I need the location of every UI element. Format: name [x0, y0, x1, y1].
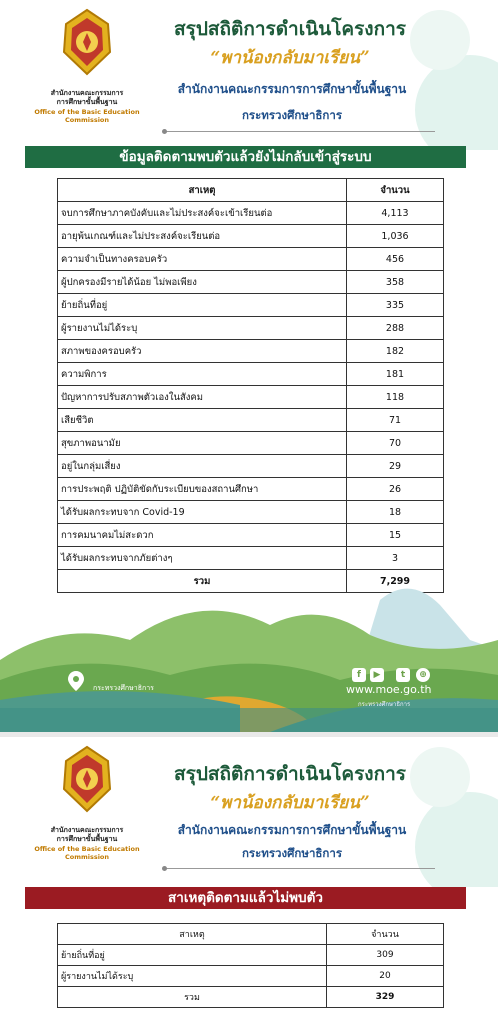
total-value: 329 [327, 987, 444, 1008]
table-row [58, 386, 444, 409]
table-total-row [58, 987, 444, 1008]
project-name: “พาน้องกลับมาเรียน” [210, 48, 370, 68]
project-name: “พาน้องกลับมาเรียน” [210, 793, 370, 813]
table-row [58, 225, 444, 248]
office-name: สำนักงานคณะกรรมการการศึกษาขั้นพื้นฐาน [177, 823, 407, 837]
table-row [58, 202, 444, 225]
table-row [58, 455, 444, 478]
table-row [58, 409, 444, 432]
count-cell: 3 [347, 547, 444, 570]
table-row [58, 432, 444, 455]
globe-icon[interactable]: ⊕ [416, 668, 430, 682]
table-header-row [58, 924, 444, 945]
reason-cell: ผู้ปกครองมีรายได้น้อย ไม่พอเพียง [58, 271, 347, 294]
table-body [58, 202, 444, 570]
reason-cell: อายุพ้นเกณฑ์และไม่ประสงค์จะเรียนต่อ [58, 225, 347, 248]
found-not-returned-table [57, 178, 444, 593]
page-title: สรุปสถิติการดำเนินโครงการ [174, 18, 406, 40]
count-cell: 15 [347, 524, 444, 547]
footer-org-name: กระทรวงศึกษาธิการ [93, 684, 154, 692]
reason-cell: ได้รับผลกระทบจากภัยต่างๆ [58, 547, 347, 570]
reason-cell: ปัญหาการปรับสภาพตัวเองในสังคม [58, 386, 347, 409]
count-cell: 358 [347, 271, 444, 294]
not-found-table [57, 923, 444, 1008]
org-name-thai: สำนักงานคณะกรรมการ การศึกษาขั้นพื้นฐาน [50, 826, 124, 843]
office-name: สำนักงานคณะกรรมการการศึกษาขั้นพื้นฐาน [177, 82, 407, 96]
total-label: รวม [58, 987, 327, 1008]
divider [165, 868, 435, 869]
count-cell: 71 [347, 409, 444, 432]
column-header-reason: สาเหตุ [58, 179, 347, 202]
table-row [58, 317, 444, 340]
reason-cell: ผู้รายงานไม่ได้ระบุ [58, 317, 347, 340]
reason-cell: สุขภาพอนามัย [58, 432, 347, 455]
count-cell: 181 [347, 363, 444, 386]
total-label: รวม [58, 570, 347, 593]
table-row [58, 248, 444, 271]
count-cell: 118 [347, 386, 444, 409]
table-row [58, 294, 444, 317]
reason-cell: ความจำเป็นทางครอบครัว [58, 248, 347, 271]
divider [165, 131, 435, 132]
reason-cell: จบการศึกษาภาคบังคับและไม่ประสงค์จะเข้าเรียนต่อ [58, 202, 347, 225]
count-cell: 309 [327, 945, 444, 966]
reason-cell: ความพิการ [58, 363, 347, 386]
reason-cell: ย้ายถิ่นที่อยู่ [58, 294, 347, 317]
youtube-icon[interactable]: ▶ [370, 668, 384, 682]
count-cell: 20 [327, 966, 444, 987]
table-row [58, 363, 444, 386]
section-banner: ข้อมูลติดตามพบตัวแล้วยังไม่กลับเข้าสู่ระบบ [25, 146, 466, 168]
twitter-icon[interactable]: t [396, 668, 410, 682]
page-title: สรุปสถิติการดำเนินโครงการ [174, 763, 406, 785]
reason-cell: อยู่ในกลุ่มเสี่ยง [58, 455, 347, 478]
reason-cell: การคมนาคมไม่สะดวก [58, 524, 347, 547]
table-row [58, 547, 444, 570]
table-row [58, 524, 444, 547]
location-pin-icon [68, 671, 84, 691]
column-header-reason: สาเหตุ [58, 924, 327, 945]
section-banner: สาเหตุติดตามแล้วไม่พบตัว [25, 887, 466, 909]
reason-cell: ผู้รายงานไม่ได้ระบุ [58, 966, 327, 987]
reason-cell: การประพฤติ ปฏิบัติขัดกับระเบียบของสถานศึกษา [58, 478, 347, 501]
reason-cell: เสียชีวิต [58, 409, 347, 432]
website-link[interactable]: www.moe.go.th [346, 683, 432, 696]
count-cell: 288 [347, 317, 444, 340]
table-row [58, 478, 444, 501]
landscape-illustration [0, 580, 498, 732]
table-body [58, 945, 444, 987]
facebook-icon[interactable]: f [352, 668, 366, 682]
count-cell: 18 [347, 501, 444, 524]
table-row [58, 340, 444, 363]
count-cell: 456 [347, 248, 444, 271]
obec-emblem-icon [58, 745, 116, 815]
count-cell: 335 [347, 294, 444, 317]
org-name-english: Office of the Basic Education Commission [34, 845, 140, 861]
table-row [58, 271, 444, 294]
count-cell: 26 [347, 478, 444, 501]
count-cell: 4,113 [347, 202, 444, 225]
column-header-count: จำนวน [347, 179, 444, 202]
count-cell: 182 [347, 340, 444, 363]
website-caption: กระทรวงศึกษาธิการ [358, 701, 411, 708]
count-cell: 70 [347, 432, 444, 455]
table-header-row [58, 179, 444, 202]
table-row [58, 501, 444, 524]
reason-cell: ได้รับผลกระทบจาก Covid-19 [58, 501, 347, 524]
org-name-english: Office of the Basic Education Commission [34, 108, 140, 124]
count-cell: 1,036 [347, 225, 444, 248]
table-row [58, 945, 444, 966]
obec-emblem-icon [58, 8, 116, 78]
ministry-name: กระทรวงศึกษาธิการ [241, 108, 343, 122]
column-header-count: จำนวน [327, 924, 444, 945]
table-row [58, 966, 444, 987]
ministry-name: กระทรวงศึกษาธิการ [241, 846, 343, 860]
reason-cell: สภาพของครอบครัว [58, 340, 347, 363]
org-name-thai: สำนักงานคณะกรรมการ การศึกษาขั้นพื้นฐาน [50, 89, 124, 106]
reason-cell: ย้ายถิ่นที่อยู่ [58, 945, 327, 966]
count-cell: 29 [347, 455, 444, 478]
total-value: 7,299 [347, 570, 444, 593]
